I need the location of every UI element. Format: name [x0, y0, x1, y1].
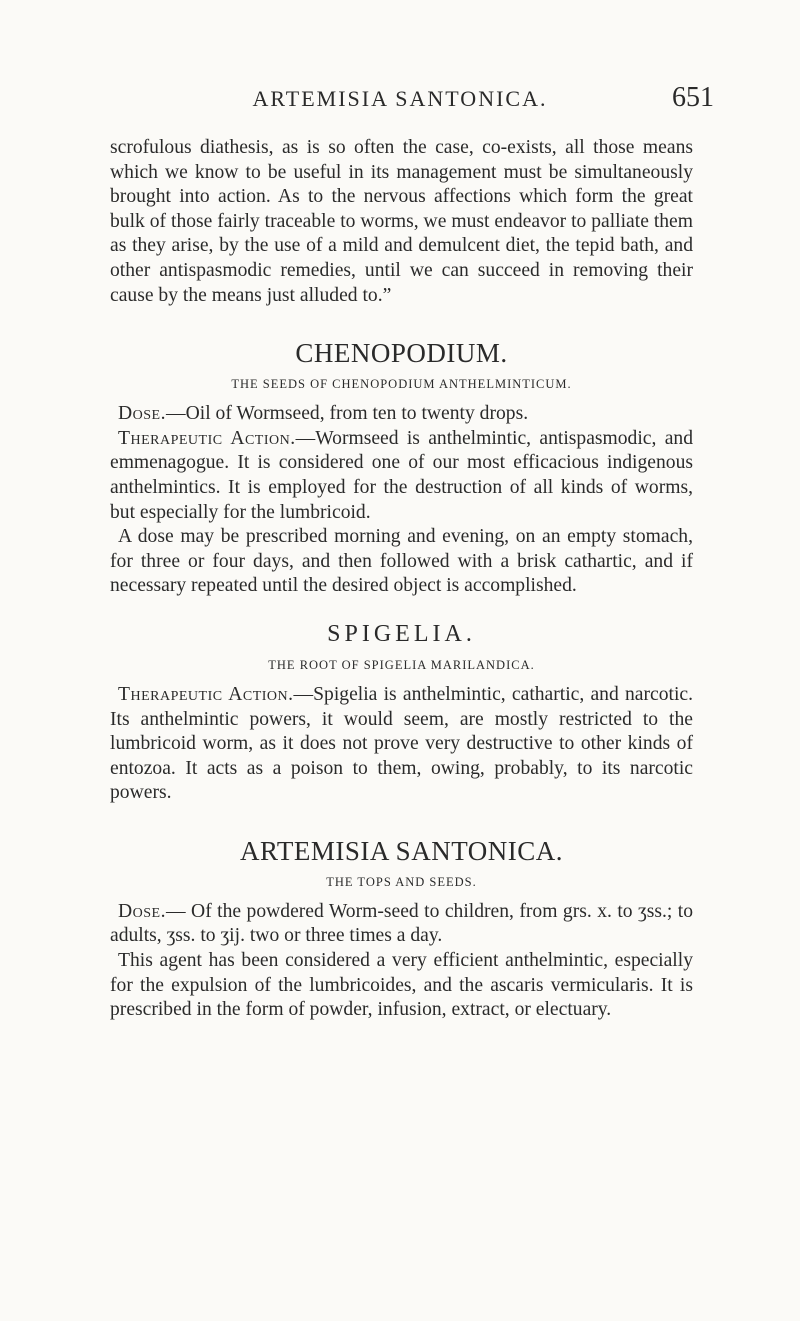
- artemisia-dose: [110, 900, 693, 949]
- dose-text: —Oil of Wormseed, from ten to twenty drops.: [166, 403, 529, 425]
- dose-label: Dose.: [118, 900, 166, 922]
- therapeutic-action-label: Therapeutic Action.: [118, 427, 296, 449]
- page-body: [110, 136, 693, 1023]
- therapeutic-action-text: —Wormseed is anthelmintic, antispasmodic, and emmenagogue. It is considered one of our most efficacious indigenous anthelmintics. It is employed for the destruction of all kinds of worms, but especially for the lumbricoid.: [110, 427, 694, 523]
- therapeutic-action-text: —Spigelia is anthelmintic, cathartic, and narcotic. Its anthelmintic powers, it would seem, are mostly restricted to the lumbricoid worm, as it does not prove very destructive to other kinds of entozoa. It acts as a poison to them, owing, probably, to its narcotic powers.: [110, 683, 693, 804]
- dose-label: Dose.: [118, 403, 166, 425]
- dose-text: — Of the powdered Worm-seed to children, from grs. x. to ʒss.; to adults, ʒss. to ʒij. two or three times a day.: [110, 900, 693, 947]
- running-head: [0, 82, 800, 116]
- section-subtitle-artemisia: THE TOPS AND SEEDS.: [326, 874, 477, 889]
- section-subtitle-spigelia: THE ROOT OF SPIGELIA MARILANDICA.: [268, 657, 535, 672]
- section-subtitle-chenopodium: THE SEEDS OF CHENOPODIUM ANTHELMINTICUM.: [231, 377, 572, 392]
- section-title-artemisia: ARTEMISIA SANTONICA.: [240, 835, 563, 866]
- chenopodium-paragraph: A dose may be prescribed morning and evening, on an empty stomach, for three or four days, and then followed with a brisk cathartic, and if necessary repeated until the desired object is accomplished.: [110, 526, 693, 597]
- spigelia-action: [110, 683, 693, 806]
- therapeutic-action-label: Therapeutic Action.: [118, 683, 294, 705]
- chenopodium-action: [110, 427, 693, 525]
- section-title-chenopodium: CHENOPODIUM.: [295, 338, 508, 369]
- running-title: ARTEMISIA SANTONICA.: [252, 86, 548, 111]
- intro-paragraph: scrofulous diathesis, as is so often the case, co-exists, all those means which we know to be useful in its management must be simultaneously brought into action. As to the nervous affections which form the great bulk of those fairly traceable to worms, we must endeavor to palliate them as they arise, by the use of a mild and demulcent diet, the tepid bath, and other antispasmodic remedies, until we can succeed in removing their cause by the means just alluded to.”: [110, 137, 693, 306]
- section-title-spigelia: SPIGELIA.: [327, 620, 476, 647]
- artemisia-paragraph: This agent has been considered a very efficient anthelmintic, especially for the expulsion of the lumbricoides, and the ascaris vermicularis. It is prescribed in the form of powder, infusion, extract, or electuary.: [110, 950, 693, 1021]
- chenopodium-dose: [110, 402, 693, 427]
- page-number: 651: [672, 82, 714, 113]
